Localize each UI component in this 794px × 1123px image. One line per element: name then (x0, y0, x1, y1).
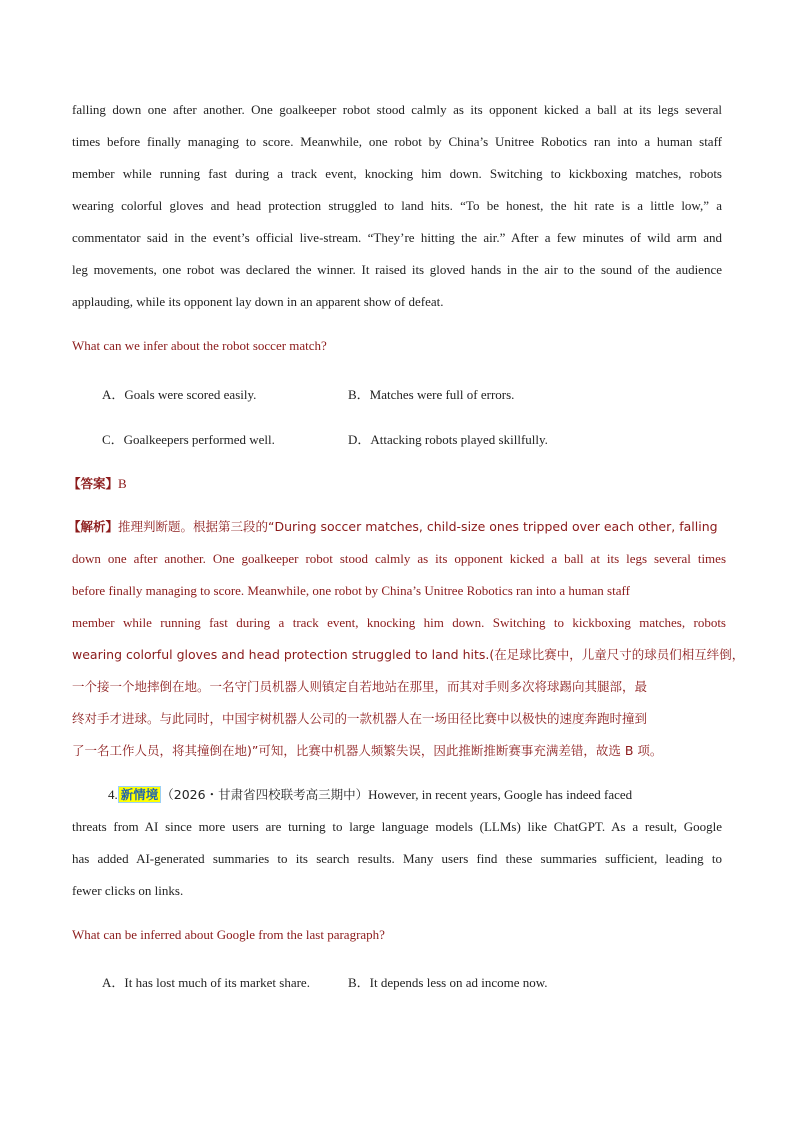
new-context-tag: 新情境 (118, 786, 162, 803)
question-source: （2026・甘肃省四校联考高三期中） (161, 787, 369, 802)
option-a: A．It has lost much of its market share. (102, 975, 310, 990)
option-c: C．Goalkeepers performed well. (102, 432, 275, 447)
analysis-label: 【解析】 (68, 519, 119, 534)
analysis-text: 推理判断题。根据第三段的“During soccer matches, child-size ones tripped over each other, falling (118, 519, 718, 534)
passage-line: fewer clicks on links. (72, 883, 184, 898)
option-a: A．Goals were scored easily. (102, 387, 257, 402)
analysis-line: down one after another. One goalkeeper robot stood calmly as its opponent kicked a ball at its legs several times (72, 551, 726, 566)
passage-line: However, in recent years, Google has indeed faced (368, 787, 633, 802)
passage-line: leg movements, one robot was declared the winner. It raised its gloved hands in the air to the sound of the audience (72, 262, 722, 277)
answer-value: B (118, 476, 127, 491)
analysis-line: 一个接一个地摔倒在地。一名守门员机器人则镇定自若地站在那里，而其对手则多次将球踢向其腿部，最 (72, 679, 648, 694)
analysis-line: before finally managing to score. Meanwhile, one robot by China’s Unitree Robotics ran into a human staff (72, 583, 630, 598)
question4-passage (72, 779, 722, 907)
passage-line: falling down one after another. One goalkeeper robot stood calmly as its opponent kicked a ball at its legs several (72, 102, 722, 117)
passage-line: member while running fast during a track event, knocking him down. Switching to kickboxing matches, robots (72, 166, 722, 181)
question-stem: What can be inferred about Google from the last paragraph? (72, 927, 385, 942)
passage-line: applauding, while its opponent lay down in an apparent show of defeat. (72, 294, 444, 309)
passage-line: wearing colorful gloves and head protection struggled to land hits. “To be honest, the hit rate is a little low,” a (72, 198, 722, 213)
analysis-line: wearing colorful gloves and head protection struggled to land hits.(在足球比赛中，儿童尺寸的球员们相互绊倒， (72, 647, 745, 662)
analysis-line: 终对手才进球。与此同时，中国宇树机器人公司的一款机器人在一场田径比赛中以极快的速度奔跑时撞到 (72, 711, 648, 726)
analysis-line: member while running fast during a track event, knocking him down. Switching to kickboxing matches, robots (72, 615, 726, 630)
passage-line: threats from AI since more users are turning to large language models (LLMs) like ChatGPT. As a result, Google (72, 819, 722, 834)
passage-line: commentator said in the event’s official live-stream. “They’re hitting the air.” After a few minutes of wild arm and (72, 230, 722, 245)
answer-line (68, 474, 127, 492)
answer-label: 【答案】 (68, 476, 119, 491)
option-b: B．It depends less on ad income now. (348, 975, 548, 990)
question-number: 4. (108, 787, 118, 802)
question-stem: What can we infer about the robot soccer match? (72, 338, 327, 353)
passage-line: times before finally managing to score. Meanwhile, one robot by China’s Unitree Robotics ran into a human staff (72, 134, 722, 149)
passage-line: has added AI-generated summaries to its search results. Many users find these summaries sufficient, leading to (72, 851, 722, 866)
option-d: D．Attacking robots played skillfully. (348, 432, 548, 447)
analysis-paragraph (68, 511, 745, 767)
passage-paragraph (72, 94, 722, 318)
analysis-line: 了一名工作人员，将其撞倒在地)”可知，比赛中机器人频繁失误，因此推断推断赛事充满差错，故选 B 项。 (72, 743, 663, 758)
option-b: B．Matches were full of errors. (348, 387, 515, 402)
question4-header-line (72, 779, 722, 811)
analysis-line (68, 511, 726, 543)
